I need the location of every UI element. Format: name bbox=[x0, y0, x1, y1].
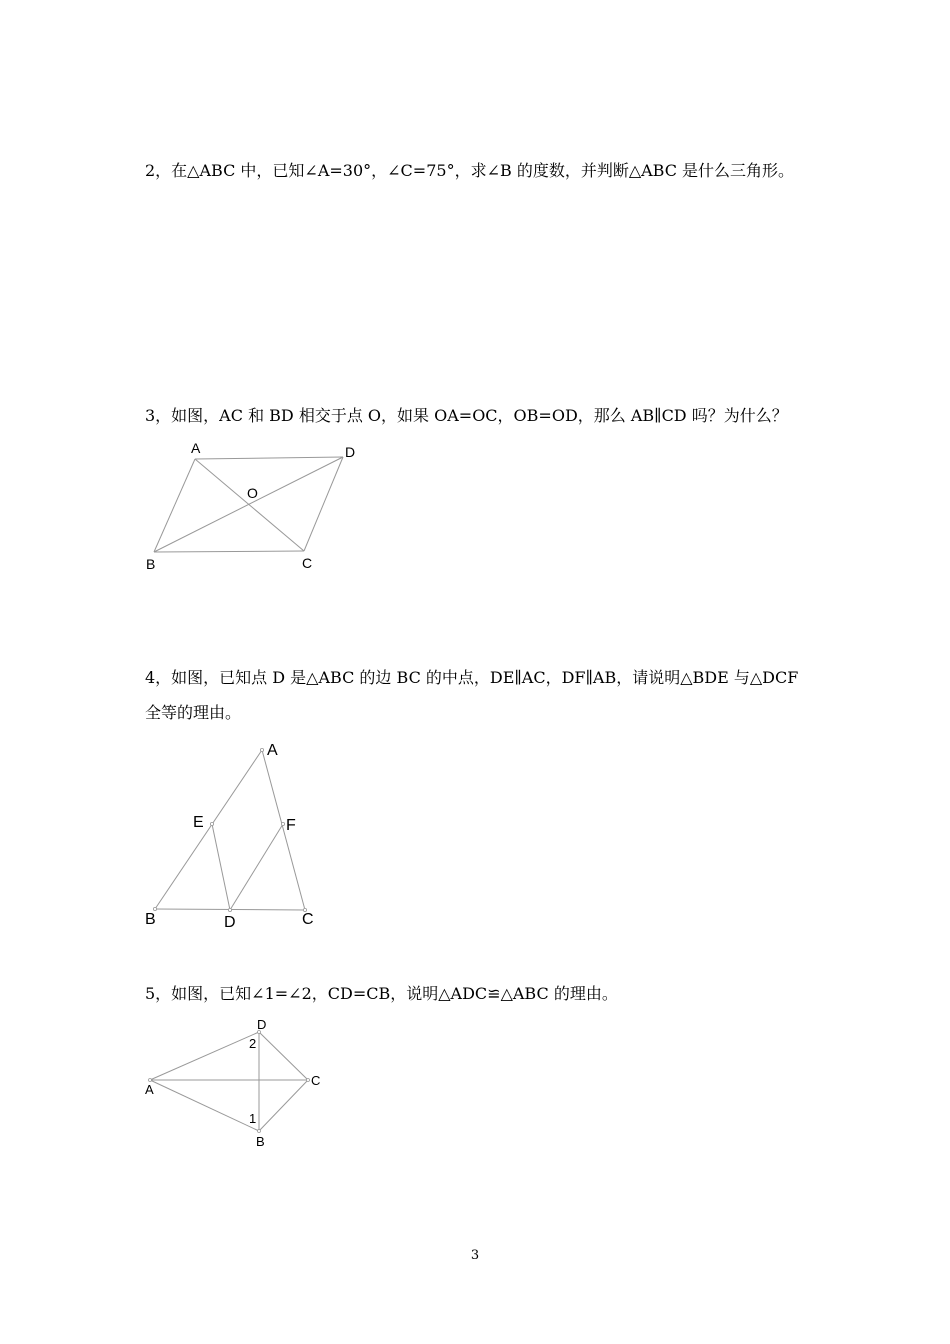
label-b: B bbox=[145, 911, 156, 928]
question-2: 2，在△ABC 中，已知∠A=30°，∠C=75°，求∠B 的度数，并判断△ABC 是什么三角形。 bbox=[145, 161, 795, 180]
segment-ab bbox=[154, 459, 195, 552]
segment-dc bbox=[304, 457, 343, 551]
segment-ac bbox=[262, 750, 305, 910]
label-d: D bbox=[345, 444, 356, 460]
segment-ac bbox=[195, 459, 304, 551]
segment-ad bbox=[195, 457, 343, 459]
segment-ab bbox=[155, 750, 262, 909]
question-5: 5，如图，已知∠1=∠2，CD=CB，说明△ADC≌△ABC 的理由。 bbox=[145, 984, 618, 1003]
segment-bc bbox=[259, 1080, 308, 1131]
segment-ad bbox=[150, 1032, 259, 1080]
label-b: B bbox=[256, 1134, 265, 1149]
label-o: O bbox=[247, 485, 258, 501]
label-d: D bbox=[224, 914, 236, 931]
label-c: C bbox=[302, 911, 314, 928]
segment-ab bbox=[150, 1080, 259, 1131]
question-4: 4，如图，已知点 D 是△ABC 的边 BC 的中点，DE∥AC，DF∥AB，请说明△BDE 与△DCF 全等的理由。 bbox=[145, 668, 799, 722]
segment-de bbox=[212, 824, 230, 910]
segment-dc bbox=[259, 1032, 308, 1080]
label-1: 1 bbox=[249, 1111, 257, 1126]
label-a: A bbox=[267, 742, 278, 759]
figure-triangle-abc-midpoint bbox=[140, 738, 340, 938]
segment-bc bbox=[154, 551, 304, 552]
page-number: 3 bbox=[470, 1248, 480, 1263]
label-f: F bbox=[286, 817, 296, 834]
label-d: D bbox=[257, 1017, 267, 1032]
segment-df bbox=[230, 824, 283, 910]
segment-bd bbox=[154, 457, 343, 552]
label-2: 2 bbox=[249, 1036, 257, 1051]
label-a: A bbox=[145, 1082, 154, 1097]
question-3: 3，如图，AC 和 BD 相交于点 O，如果 OA=OC，OB=OD，那么 AB∥CD 吗？为什么？ bbox=[145, 406, 788, 425]
label-e: E bbox=[193, 814, 204, 831]
figure-parallelogram-abcd bbox=[140, 435, 370, 580]
label-b: B bbox=[146, 556, 156, 572]
label-c: C bbox=[311, 1073, 321, 1088]
figure-kite-abcd bbox=[140, 1012, 340, 1157]
label-a: A bbox=[191, 440, 201, 456]
label-c: C bbox=[302, 555, 313, 571]
